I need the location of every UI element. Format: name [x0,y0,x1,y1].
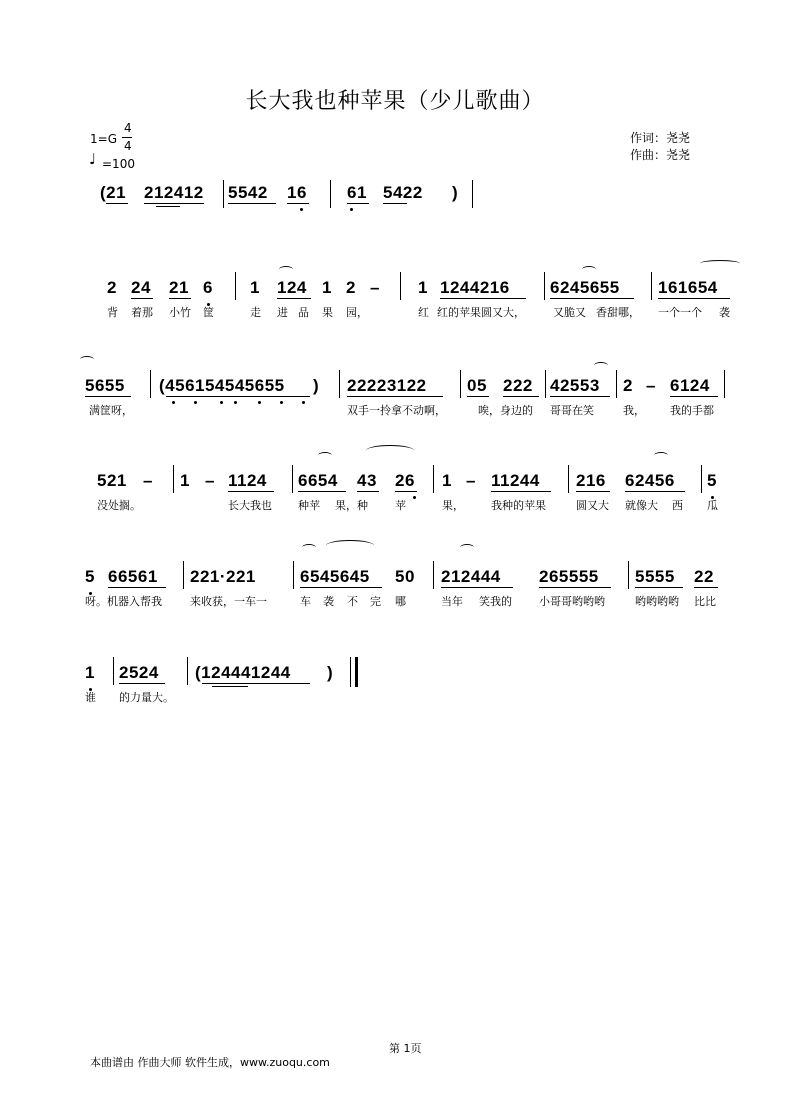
lyric: 着那 [131,306,153,319]
note-group: 2 [346,278,356,297]
beam [467,396,489,397]
note-group: 5542 [228,183,268,202]
beam [441,587,513,588]
beam [131,298,153,299]
note-group: 1 [180,471,190,490]
beam [228,203,276,204]
note-group: 42553 [550,376,600,395]
tie [366,445,414,456]
lyric: 满筐呀， [89,404,133,417]
time-signature-top: 4 [124,121,132,135]
lyric: 红 [418,306,429,319]
note-group: 2524 [119,663,159,682]
lyric: 走 [250,306,261,319]
beam [119,683,165,684]
tie [460,544,474,551]
lyric: 果 [322,306,333,319]
lyric: 瓜 [707,499,718,512]
note-group: 216 [576,471,606,490]
note-group: 1 [418,278,428,297]
note-group: 6545645 [300,567,370,586]
tie [326,540,374,551]
note-group: ) [313,376,320,395]
lyric: 呀。机器入帮我 [85,595,162,608]
low-octave-dot [350,208,353,211]
barline [113,657,114,685]
barline [183,561,184,589]
note-group: 1 [250,278,260,297]
tempo: =100 [102,157,135,171]
beam [550,396,610,397]
beam [694,587,718,588]
beam [300,587,382,588]
beam [347,203,369,204]
note-group: 5422 [383,183,423,202]
beam [106,203,128,204]
note-group: (21 [100,183,127,202]
beam [395,491,417,492]
beam [347,396,443,397]
beam [576,491,610,492]
low-octave-dot [280,401,283,404]
beam [85,396,131,397]
note-group: 221·221 [190,567,256,586]
composer: 作曲：尧尧 [630,148,691,162]
key-signature: 1=G [90,132,117,146]
low-octave-dot [234,401,237,404]
note-group: 24 [131,278,151,297]
note-group: 22223122 [347,376,427,395]
beam [491,491,551,492]
lyric: 完 [370,595,381,608]
note-group: – [205,471,215,490]
beam [228,491,274,492]
note-group: 1 [85,663,95,682]
lyric: 我的手都 [670,404,714,417]
note-group: – [143,471,153,490]
lyric: 双手一拎拿不动啊， [347,404,446,417]
beam [212,686,248,687]
tie [302,544,316,551]
low-octave-dot [258,401,261,404]
time-signature-bottom: 4 [124,139,132,153]
lyric: 进 [277,306,288,319]
final-barline-thick [355,657,358,687]
note-group: 50 [395,567,415,586]
beam [144,203,204,204]
barline [293,561,294,589]
note-group: 265555 [539,567,599,586]
beam [277,298,311,299]
note-group: 124 [277,278,307,297]
lyric: 袭 [323,595,334,608]
lyric: 品 [298,306,309,319]
beam [550,298,634,299]
page-number: 第 1页 [389,1042,422,1055]
note-group: 212412 [144,183,204,202]
note-group: 521 [97,471,127,490]
lyric: 的力量大。 [119,691,174,704]
note-group: 43 [357,471,377,490]
beam [625,491,685,492]
note-group: – [466,471,476,490]
beam [503,396,539,397]
beam [298,491,346,492]
note-group: 5655 [85,376,125,395]
barline [330,180,331,208]
note-group: 1244216 [440,278,510,297]
beam [156,206,180,207]
note-group: 21 [169,278,189,297]
note-group: ) [327,663,334,682]
barline [433,465,434,493]
note-group: 22 [694,567,714,586]
barline [724,370,725,398]
note-group: ) [452,183,459,202]
lyric: 没处搁。 [97,499,141,512]
beam [108,587,166,588]
barline [235,272,236,300]
lyric: 红的苹果圆又大， [437,306,525,319]
note-group: 2 [107,278,117,297]
lyric: 我， [623,404,645,417]
barline [150,370,151,398]
lyric: 苹 [395,499,406,512]
note-group: – [646,376,656,395]
barline [651,272,652,300]
lyricist: 作词：尧尧 [630,131,691,145]
lyric: 香甜哪， [596,306,640,319]
note-group: 5 [85,567,95,586]
beam [658,298,730,299]
barline [628,561,629,589]
lyric: 背 [107,306,118,319]
note-group: 16 [287,183,307,202]
note-group: 222 [503,376,533,395]
song-title: 长大我也种苹果（少儿歌曲） [245,89,545,114]
barline [544,272,545,300]
note-group: (124441244 [195,663,291,682]
beam [166,396,310,397]
note-group: 1124 [228,471,267,490]
lyric: 西 [672,499,683,512]
final-barline-thin [350,657,351,687]
low-octave-dot [194,401,197,404]
lyric: 来收获，一车一 [190,595,267,608]
barline [472,180,473,208]
note-group: (456154545655 [159,376,285,395]
lyric: 小竹 [169,306,191,319]
note-group: 5555 [635,567,675,586]
lyric: 袭 [719,306,730,319]
note-group: 6654 [298,471,338,490]
lyric: 园， [346,306,368,319]
barline [292,465,293,493]
lyric: 我种的苹果 [491,499,546,512]
note-group: 6245655 [550,278,620,297]
low-octave-dot [302,401,305,404]
lyric: 种苹 [298,499,320,512]
tie [582,266,596,273]
note-group: 1 [322,278,332,297]
low-octave-dot [413,496,416,499]
barline [223,180,224,208]
lyric: 长大我也 [228,499,272,512]
barline [701,465,702,493]
low-octave-dot [220,401,223,404]
lyric: 小哥哥哟哟哟 [539,595,605,608]
note-group: 1 [442,471,452,490]
tie [594,362,608,369]
beam [383,203,407,204]
lyric: 不 [347,595,358,608]
footer-credit: 本曲谱由 作曲大师 软件生成，www.zuoqu.com [90,1056,330,1069]
lyric: 唉，身边的 [478,404,533,417]
barline [187,657,188,685]
lyric: 又脆又 [553,306,586,319]
beam [202,683,310,684]
note-group: 62456 [625,471,675,490]
lyric: 笑我的 [479,595,512,608]
lyric: 就像大 [625,499,658,512]
note-group: 6 [203,278,213,297]
barline [568,465,569,493]
time-signature-line [122,137,132,138]
note-group: 5 [707,471,717,490]
note-group: 212444 [441,567,501,586]
quarter-note-icon: ♩ [89,150,97,168]
beam [670,396,718,397]
lyric: 比比 [694,595,716,608]
barline [616,370,617,398]
note-group: 61 [347,183,367,202]
note-group: 11244 [491,471,540,490]
note-group: 6124 [670,376,710,395]
tie [80,356,94,363]
note-group: 2 [623,376,633,395]
tie [279,266,293,273]
beam [169,298,191,299]
barline [433,561,434,589]
low-octave-dot [300,208,303,211]
barline [545,370,546,398]
note-group: 161654 [658,278,718,297]
low-octave-dot [172,401,175,404]
lyric: 当年 [441,595,463,608]
tie [700,260,740,267]
beam [539,587,611,588]
lyric: 哟哟哟哟 [635,595,679,608]
lyric: 一个一个 [658,306,702,319]
beam [287,203,309,204]
note-group: 66561 [108,567,158,586]
note-group: 05 [467,376,487,395]
tie [318,452,332,459]
lyric: 圆又大 [576,499,609,512]
note-group: – [370,278,380,297]
lyric: 哥哥在笑 [550,404,594,417]
lyric: 筐 [203,306,214,319]
beam [635,587,683,588]
barline [460,370,461,398]
barline [173,465,174,493]
note-group: 26 [395,471,415,490]
lyric: 果，种 [335,499,368,512]
lyric: 哪 [395,595,406,608]
barline [339,370,340,398]
lyric: 车 [300,595,311,608]
barline [400,272,401,300]
beam [440,298,526,299]
beam [357,491,379,492]
lyric: 谁 [85,691,96,704]
lyric: 果， [442,499,464,512]
tie [654,452,668,459]
